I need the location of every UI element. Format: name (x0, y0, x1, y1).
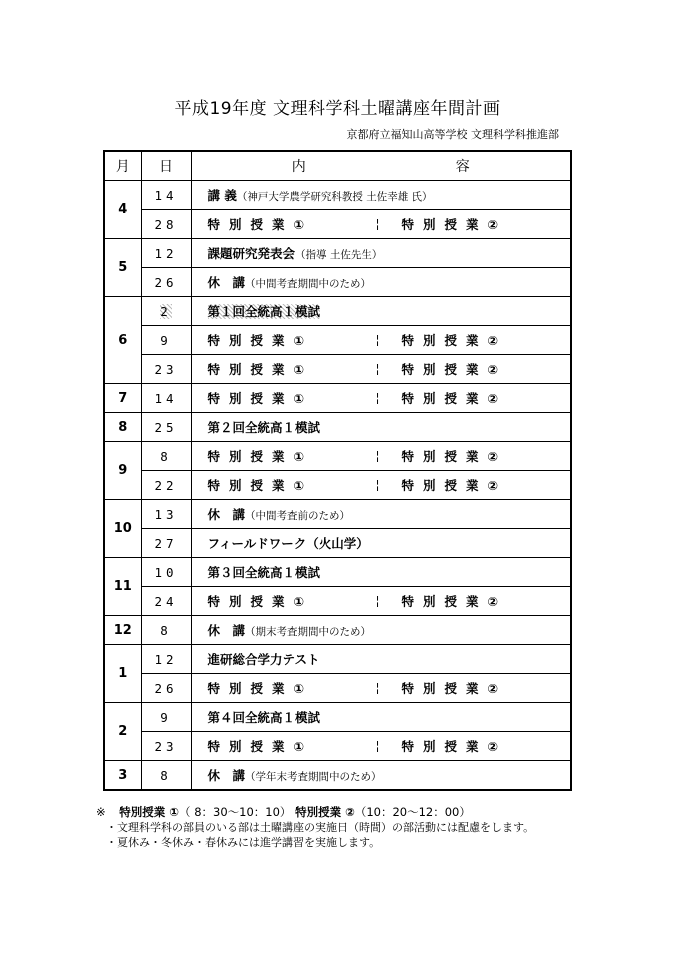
content-cell (191, 442, 571, 471)
month-cell: 6 (104, 297, 141, 384)
header-day: 日 (141, 151, 191, 181)
content-cell (191, 326, 571, 355)
footer-special-1: 特別授業 ① (119, 805, 180, 819)
event-title: 講 義 (207, 188, 237, 203)
event-note: （期末考査期間中のため） (245, 626, 372, 638)
month-cell: 12 (104, 616, 141, 645)
day-value: 22 (154, 477, 178, 493)
day-cell (141, 413, 191, 442)
day-value: 14 (154, 390, 178, 406)
content-cell (191, 384, 571, 413)
special-class-1-label: 特別授業① (207, 217, 314, 232)
content-cell (191, 181, 571, 210)
footer-special-2-time: （10：20〜12：00） (354, 805, 471, 819)
content-cell (191, 732, 571, 761)
day-value: 8 (160, 767, 172, 783)
table-row (104, 239, 571, 268)
schedule-body (104, 181, 571, 791)
content-cell (191, 268, 571, 297)
month-cell: 1 (104, 645, 141, 703)
day-value: 24 (154, 593, 178, 609)
schedule-table (103, 150, 572, 791)
table-row (104, 616, 571, 645)
content-cell (191, 355, 571, 384)
day-cell (141, 210, 191, 239)
table-row (104, 500, 571, 529)
table-row (104, 732, 571, 761)
special-class-1-label: 特別授業① (207, 739, 314, 754)
day-cell (141, 471, 191, 500)
event-title: 休 講 (207, 623, 246, 638)
month-cell: 2 (104, 703, 141, 761)
day-value: 23 (154, 361, 178, 377)
content-cell (191, 616, 571, 645)
day-value: 12 (154, 651, 178, 667)
day-value: 8 (160, 622, 172, 638)
content-cell (191, 471, 571, 500)
separator: ¦ (375, 333, 380, 347)
content-cell (191, 558, 571, 587)
month-cell: 4 (104, 181, 141, 239)
content-cell (191, 500, 571, 529)
day-cell (141, 703, 191, 732)
table-row (104, 703, 571, 732)
event-title: 休 講 (207, 507, 246, 522)
page-title: 平成19年度 文理科学科土曜講座年間計画 (174, 99, 501, 119)
day-cell (141, 384, 191, 413)
day-value: 26 (154, 274, 178, 290)
footer-line-1 (96, 805, 534, 820)
day-cell (141, 297, 191, 326)
day-cell (141, 181, 191, 210)
table-row (104, 645, 571, 674)
special-class-1-label: 特別授業① (207, 391, 314, 406)
event-note: （指導 土佐先生） (295, 249, 383, 261)
footer-special-2: 特別授業 ② (295, 805, 355, 819)
content-cell (191, 297, 571, 326)
special-class-1-label: 特別授業① (207, 333, 314, 348)
special-class-1-label: 特別授業① (207, 681, 314, 696)
header-month: 月 (104, 151, 141, 181)
day-value: 9 (160, 332, 172, 348)
footer-mark: ※ (96, 805, 106, 819)
content-cell (191, 529, 571, 558)
page-subtitle: 京都府立福知山高等学校 文理科学科推進部 (346, 128, 559, 141)
day-cell (141, 558, 191, 587)
special-class-2-label: 特別授業② (401, 449, 508, 464)
event-title: 第３回全統高１模試 (207, 565, 321, 580)
month-cell: 8 (104, 413, 141, 442)
separator: ¦ (375, 478, 380, 492)
table-row (104, 297, 571, 326)
day-cell (141, 442, 191, 471)
day-cell (141, 587, 191, 616)
special-class-2-label: 特別授業② (401, 362, 508, 377)
day-value: 23 (154, 738, 178, 754)
day-value: 27 (154, 535, 178, 551)
event-title: 第２回全統高１模試 (207, 420, 321, 435)
special-class-1-label: 特別授業① (207, 594, 314, 609)
separator: ¦ (375, 217, 380, 231)
table-row (104, 471, 571, 500)
content-cell (191, 703, 571, 732)
special-class-2-label: 特別授業② (401, 217, 508, 232)
month-cell: 3 (104, 761, 141, 791)
day-cell (141, 529, 191, 558)
content-cell (191, 674, 571, 703)
table-row (104, 181, 571, 210)
event-title: 休 講 (207, 275, 246, 290)
content-cell (191, 587, 571, 616)
special-class-2-label: 特別授業② (401, 391, 508, 406)
day-cell (141, 355, 191, 384)
day-cell (141, 239, 191, 268)
separator: ¦ (375, 362, 380, 376)
day-value: 14 (154, 187, 178, 203)
event-title: 進研総合学力テスト (207, 652, 320, 667)
event-note: （中間考査前のため） (245, 510, 351, 522)
header-content-a: 内 (291, 159, 306, 175)
day-value: 26 (154, 680, 178, 696)
footer-special-1-time: （ 8：30〜10：10） (179, 805, 292, 819)
special-class-2-label: 特別授業② (401, 594, 508, 609)
month-cell: 9 (104, 442, 141, 500)
special-class-1-label: 特別授業① (207, 449, 314, 464)
day-cell (141, 268, 191, 297)
separator: ¦ (375, 449, 380, 463)
special-class-2-label: 特別授業② (401, 333, 508, 348)
table-row (104, 587, 571, 616)
separator: ¦ (375, 739, 380, 753)
content-cell (191, 413, 571, 442)
table-row (104, 442, 571, 471)
event-title: 休 講 (207, 768, 246, 783)
special-class-2-label: 特別授業② (401, 478, 508, 493)
event-note: （神戸大学農学研究科教授 土佐幸雄 氏） (236, 191, 433, 203)
event-title: 課題研究発表会 (207, 246, 296, 261)
content-cell (191, 761, 571, 791)
day-value: 2 (160, 303, 172, 319)
event-title: フィールドワーク（火山学） (207, 536, 369, 551)
table-row (104, 326, 571, 355)
event-title: 第１回全統高１模試 (207, 304, 321, 319)
day-value: 12 (154, 245, 178, 261)
day-value: 9 (160, 709, 172, 725)
month-cell: 7 (104, 384, 141, 413)
event-note: （中間考査期間中のため） (245, 278, 372, 290)
month-cell: 10 (104, 500, 141, 558)
table-header-row (104, 151, 571, 181)
day-cell (141, 645, 191, 674)
separator: ¦ (375, 681, 380, 695)
month-cell: 11 (104, 558, 141, 616)
table-row (104, 210, 571, 239)
day-cell (141, 500, 191, 529)
table-row (104, 384, 571, 413)
day-cell (141, 761, 191, 791)
table-row (104, 674, 571, 703)
day-value: 25 (154, 419, 178, 435)
day-cell (141, 616, 191, 645)
table-row (104, 529, 571, 558)
content-cell (191, 210, 571, 239)
event-note: （学年末考査期間中のため） (245, 771, 382, 783)
day-value: 28 (154, 216, 178, 232)
month-cell: 5 (104, 239, 141, 297)
day-cell (141, 326, 191, 355)
footer-line-2: ・文理科学科の部員のいる部は土曜講座の実施日（時間）の部活動には配慮をします。 (106, 821, 535, 834)
header-content-b: 容 (455, 159, 470, 175)
day-value: 10 (154, 564, 178, 580)
event-title: 第４回全統高１模試 (207, 710, 321, 725)
special-class-2-label: 特別授業② (401, 681, 508, 696)
day-cell (141, 732, 191, 761)
separator: ¦ (375, 391, 380, 405)
table-row (104, 761, 571, 791)
table-row (104, 413, 571, 442)
content-cell (191, 645, 571, 674)
separator: ¦ (375, 594, 380, 608)
footer-notes (96, 805, 534, 850)
special-class-2-label: 特別授業② (401, 739, 508, 754)
table-row (104, 268, 571, 297)
table-row (104, 355, 571, 384)
day-cell (141, 674, 191, 703)
footer-line-3: ・夏休み・冬休み・春休みには進学講習を実施します。 (106, 836, 381, 849)
day-value: 8 (160, 448, 172, 464)
content-cell (191, 239, 571, 268)
table-row (104, 558, 571, 587)
special-class-1-label: 特別授業① (207, 478, 314, 493)
day-value: 13 (154, 506, 178, 522)
header-content (191, 151, 571, 181)
special-class-1-label: 特別授業① (207, 362, 314, 377)
